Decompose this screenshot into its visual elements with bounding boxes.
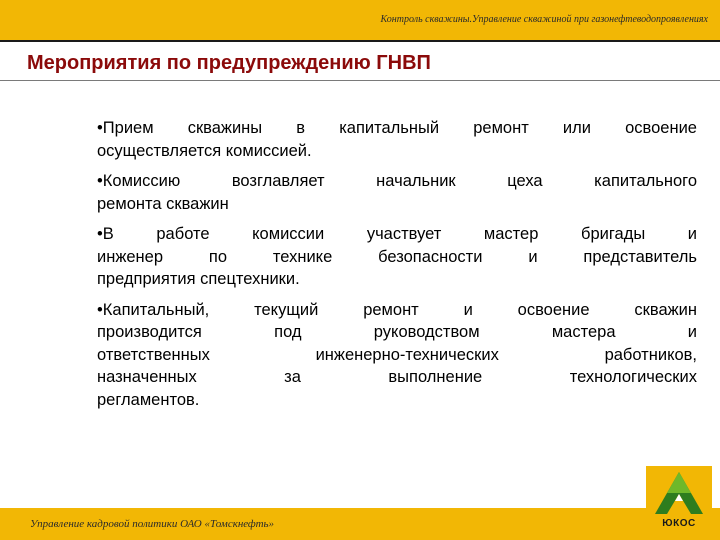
bullet-line: •Прием скважины в капитальный ремонт или освоение [97,119,697,137]
title-divider [0,80,720,81]
bullet-item [97,223,697,291]
bullet-list [97,117,697,419]
yukos-triangle-icon [653,470,705,518]
bullet-line: инженер по технике безопасности и представитель [97,247,697,266]
bullet-line: предприятия спецтехники. [97,270,300,288]
bullet-item [97,170,697,215]
bullet-line: •Капитальный, текущий ремонт и освоение скважин [97,300,697,319]
bullet-line: назначенных за выполнение технологических [97,368,697,386]
bullet-item [97,299,697,412]
yukos-logo [646,466,712,536]
logo-text: ЮКОС [662,518,696,529]
header-divider [0,40,720,42]
bullet-line: осуществляется комиссией. [97,141,312,160]
bullet-line: ремонта скважин [97,194,229,213]
bullet-line: производится под руководством мастера и [97,323,697,341]
bullet-line: регламентов. [97,390,200,409]
footer-caption: Управление кадровой политики ОАО «Томскнефть» [30,518,275,530]
bullet-line: ответственных инженерно-технических работников, [97,345,697,364]
slide-title: Мероприятия по предупреждению ГНВП [27,52,431,74]
bullet-line: •В работе комиссии участвует мастер бригады и [97,225,697,243]
header-caption: Контроль скважины.Управление скважиной при газонефтеводопроявлениях [380,14,708,25]
bullet-item [97,117,697,162]
bullet-line: •Комиссию возглавляет начальник цеха капитального [97,172,697,190]
